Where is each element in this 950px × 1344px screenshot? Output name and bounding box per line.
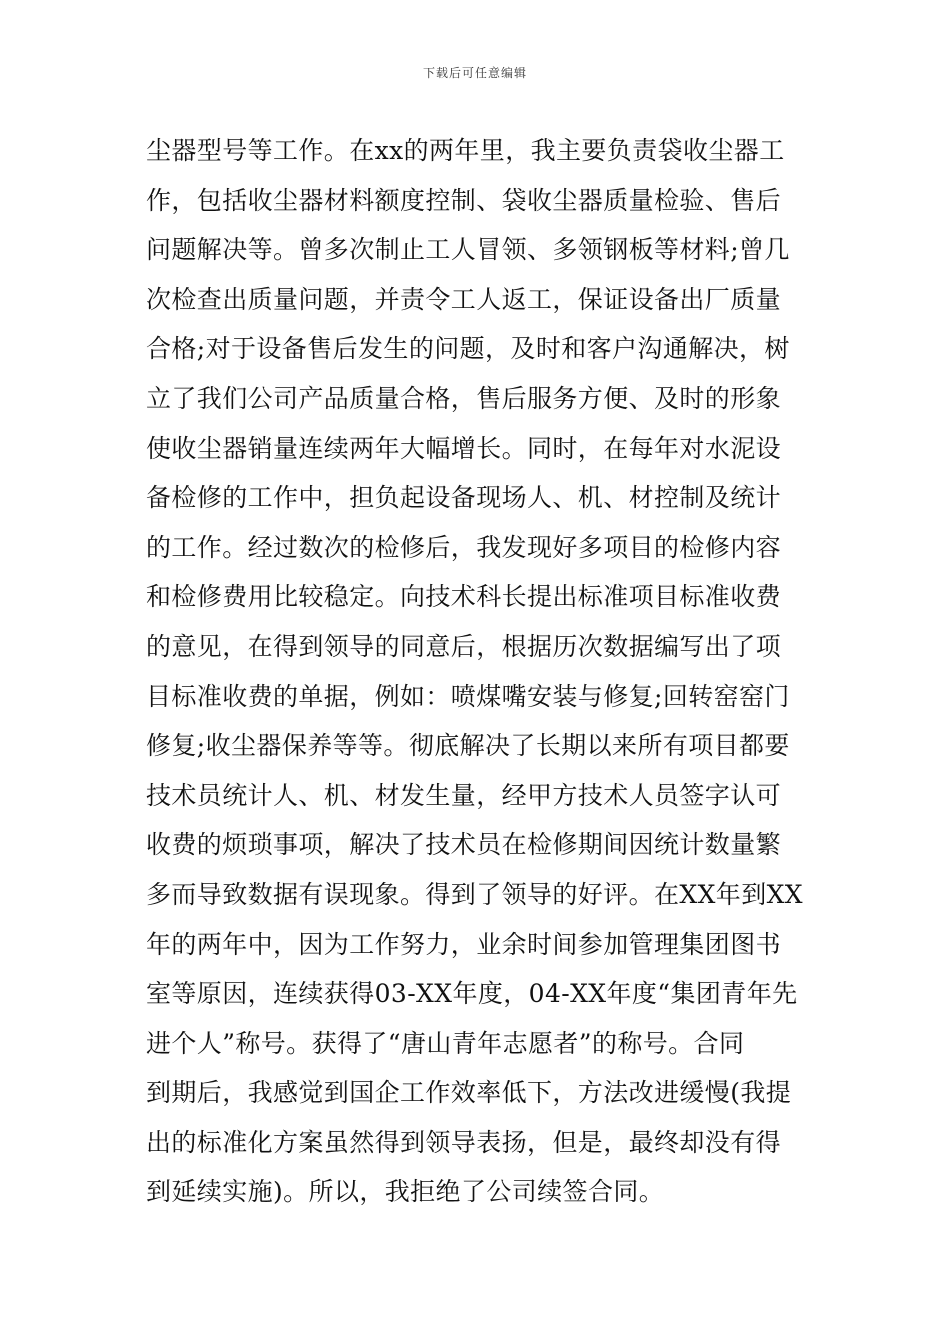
text-line: 的工作。经过数次的检修后，我发现好多项目的检修内容	[146, 532, 782, 562]
text-line: 室等原因，连续获得03-XX年度，04-XX年度“集团青年先	[146, 979, 798, 1009]
text-line: 尘器型号等工作。在xx的两年里，我主要负责袋收尘器工	[146, 136, 785, 165]
text-line: 进个人”称号。获得了“唐山青年志愿者”的称号。合同	[146, 1028, 745, 1058]
text-line: 多而导致数据有误现象。得到了领导的好评。在XX年到XX	[146, 879, 803, 909]
text-line: 到期后，我感觉到国企工作效率低下，方法改进缓慢(我提	[146, 1078, 792, 1108]
text-line: 的意见，在得到领导的同意后，根据历次数据编写出了项	[146, 631, 782, 661]
text-line: 合格;对于设备售后发生的问题，及时和客户沟通解决，树	[146, 334, 790, 364]
text-line: 到延续实施)。所以，我拒绝了公司续签合同。	[146, 1177, 665, 1207]
text-line: 次检查出质量问题，并责令工人返工，保证设备出厂质量	[146, 284, 782, 314]
text-line: 使收尘器销量连续两年大幅增长。同时，在每年对水泥设	[146, 433, 782, 463]
text-line: 和检修费用比较稳定。向技术科长提出标准项目标准收费	[146, 582, 782, 612]
text-line: 问题解决等。曾多次制止工人冒领、多领钢板等材料;曾几	[146, 235, 790, 265]
text-line: 立了我们公司产品质量合格，售后服务方便、及时的形象	[146, 383, 782, 413]
text-line: 备检修的工作中，担负起设备现场人、机、材控制及统计	[146, 483, 782, 513]
text-line: 出的标准化方案虽然得到领导表扬，但是，最终却没有得	[146, 1127, 782, 1157]
text-line: 修复;收尘器保养等等。彻底解决了长期以来所有项目都要	[146, 731, 790, 761]
page-header: 下载后可任意编辑	[422, 66, 527, 80]
text-line: 目标准收费的单据，例如：喷煤嘴安装与修复;回转窑窑门	[146, 681, 790, 711]
body-text	[146, 126, 816, 1217]
text-line: 技术员统计人、机、材发生量，经甲方技术人员签字认可	[146, 780, 782, 810]
text-line: 收费的烦琐事项，解决了技术员在检修期间因统计数量繁	[146, 830, 782, 860]
text-line: 作，包括收尘器材料额度控制、袋收尘器质量检验、售后	[146, 185, 782, 215]
text-line: 年的两年中，因为工作努力，业余时间参加管理集团图书	[146, 929, 782, 959]
